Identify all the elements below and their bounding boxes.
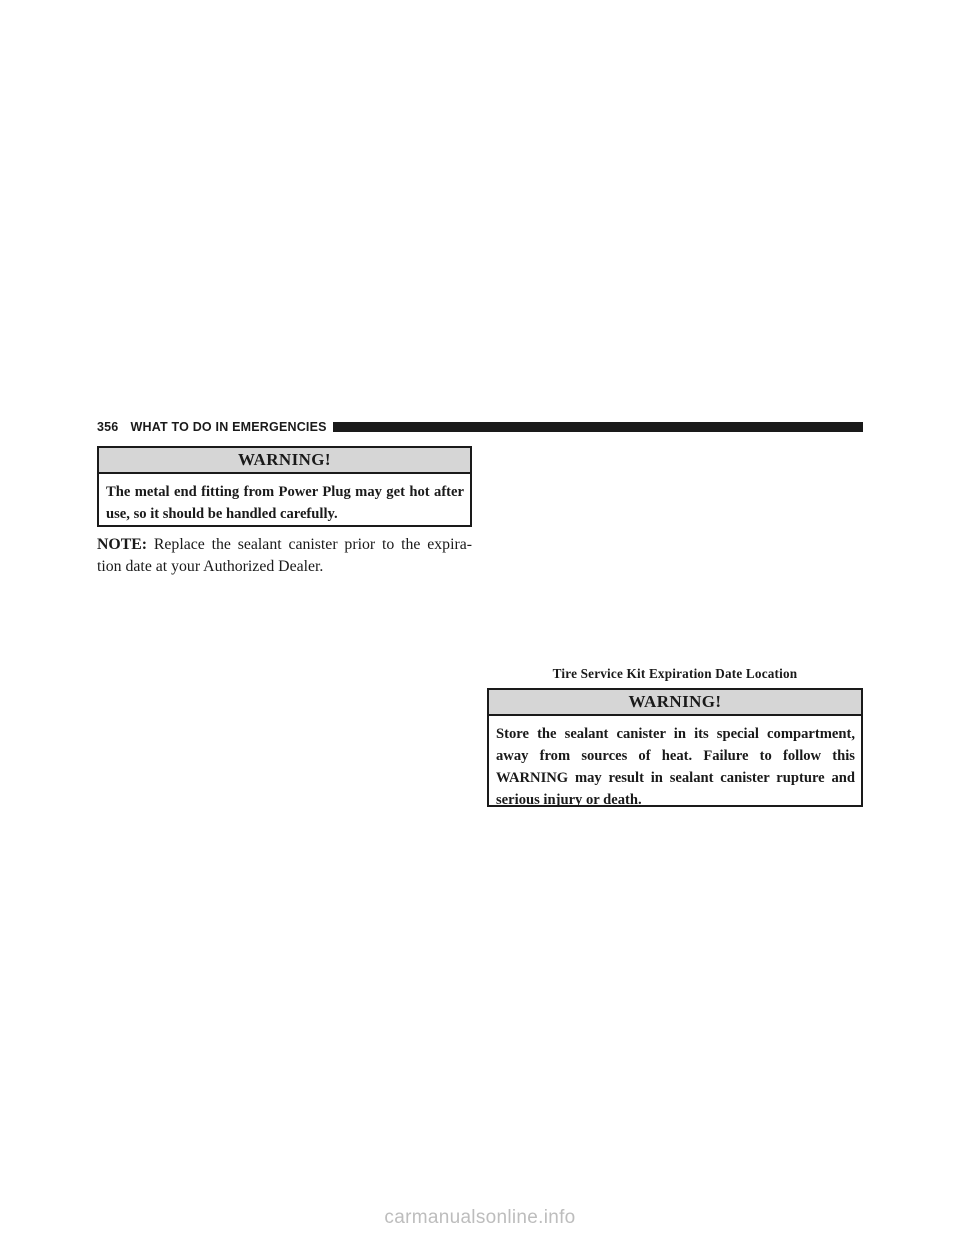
note-paragraph (97, 534, 472, 578)
warning-title: WARNING! (489, 690, 861, 716)
running-header (97, 419, 863, 435)
warning-title: WARNING! (99, 448, 470, 474)
page-number: 356 (97, 420, 119, 434)
warning-body: The metal end fitting from Power Plug may get hot after use, so it should be handled carefully. (106, 484, 464, 522)
warning-body: Store the sealant canister in its special compartment, away from sources of heat. Failure to follow this WARNING may result in sealant canister rupture and serious injury or death. (496, 726, 855, 808)
note-label: NOTE: (97, 536, 148, 553)
figure-caption: Tire Service Kit Expiration Date Location (552, 666, 798, 681)
note-text: Replace the sealant canister prior to the expira-tion date at your Authorized Dealer. (97, 536, 472, 575)
warning-box-power-plug (97, 446, 472, 527)
warning-box-sealant-storage (487, 688, 863, 807)
header-rule (333, 422, 863, 432)
section-title: WHAT TO DO IN EMERGENCIES (130, 420, 327, 434)
watermark: carmanualsonline.info (384, 1207, 576, 1228)
